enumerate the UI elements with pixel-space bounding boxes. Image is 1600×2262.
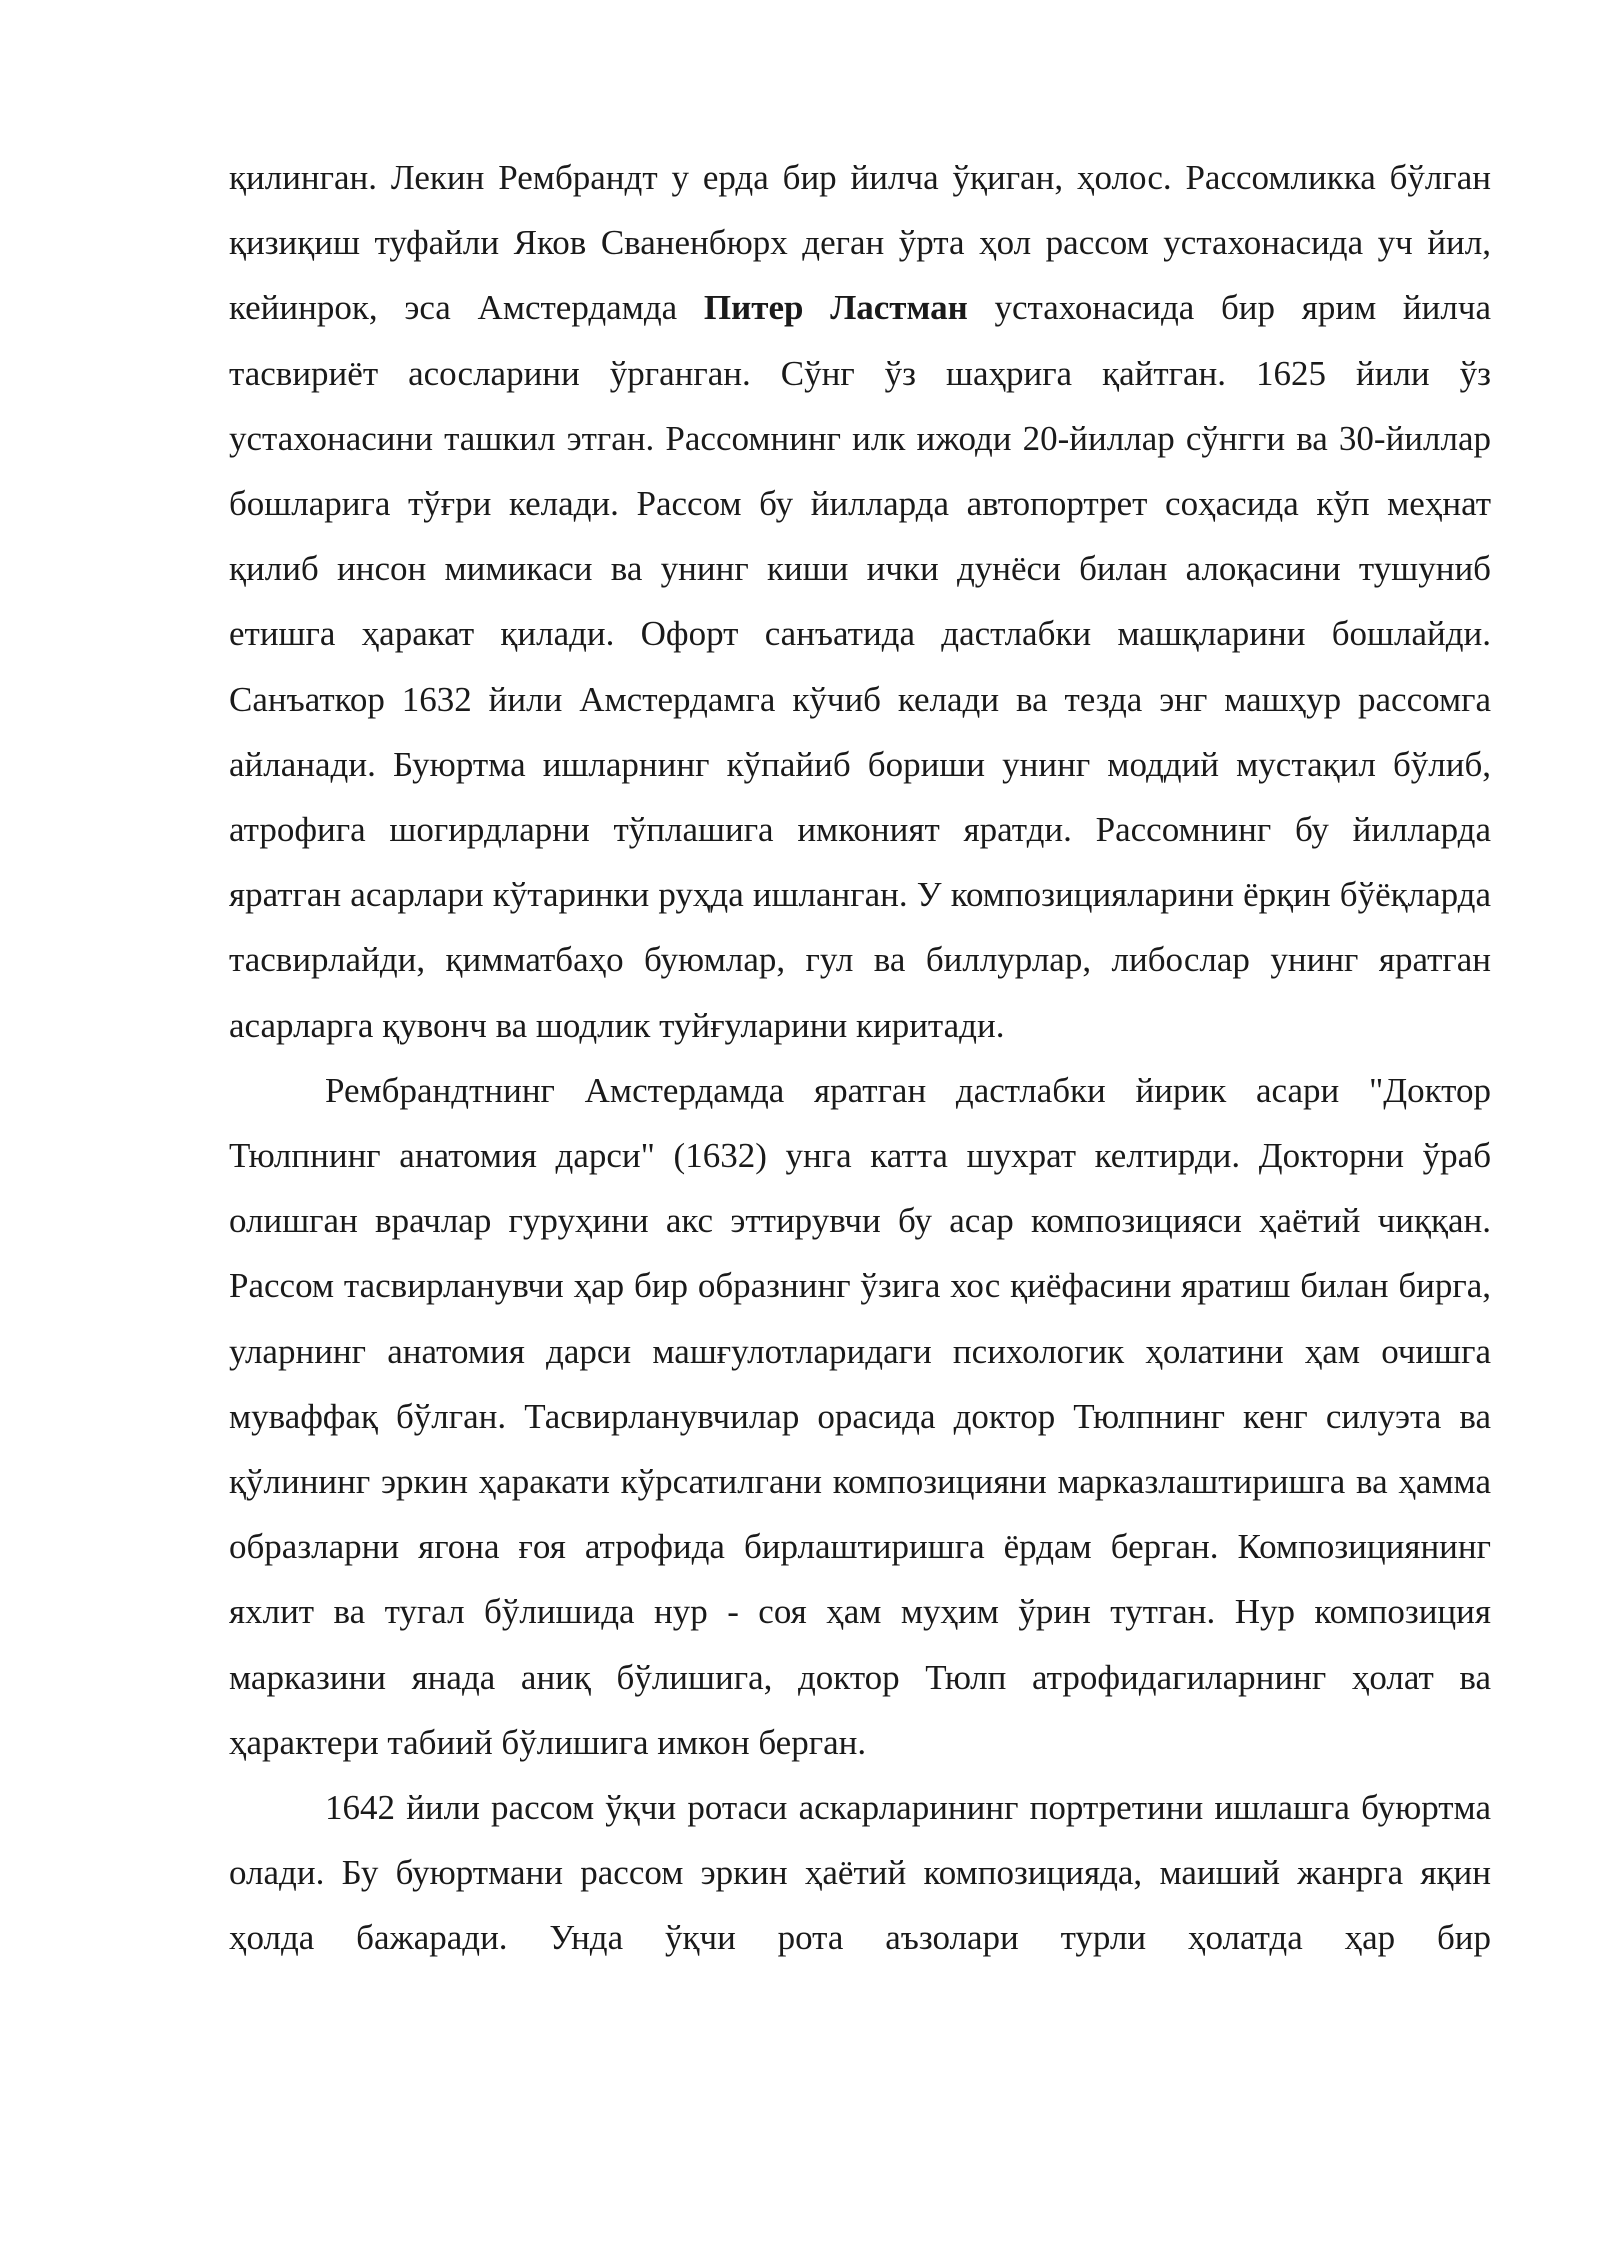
paragraph-1-text-start: қилинган. Лекин Рембрандт у ерда бир йилча ўқиган, ҳолос. Рассомликка бўлган қизиқиш туфайли Яков Сваненбюрх деган ўрта ҳол рассом устахонасида уч йил, кейинрок, эса Амстердамда <box>229 158 1491 328</box>
paragraph-3 <box>229 1775 1491 1971</box>
paragraph-3-text: 1642 йили рассом ўқчи ротаси аскарларининг портретини ишлашга буюртма олади. Бу буюртмани рассом эркин ҳаётий композицияда, маиший жанрга яқин ҳолда бажаради. Унда ўқчи рота аъзолари турли ҳолатда ҳар бир <box>229 1788 1491 1958</box>
body-text <box>229 145 1491 1971</box>
paragraph-1 <box>229 145 1491 1058</box>
bold-name-pieter-lastman: Питер Ластман <box>703 288 968 328</box>
paragraph-1-text-end: устахонасида бир ярим йилча тасвириёт асосларини ўрганган. Сўнг ўз шаҳрига қайтган. 1625 йили ўз устахонасини ташкил этган. Рассомнинг илк ижоди 20-йиллар сўнгги ва 30-йиллар бошларига тўғри келади. Рассом бу йилларда автопортрет соҳасида кўп меҳнат қилиб инсон мимикаси ва унинг киши ички дунёси билан алоқасини тушуниб етишга ҳаракат қилади. Офорт санъатида дастлабки машқларини бошлайди. Санъаткор 1632 йили Амстердамга кўчиб келади ва тезда энг машҳур рассомга айланади. Буюртма ишларнинг кўпайиб бориши унинг моддий мустақил бўлиб, атрофига шогирдларни тўплашига имконият яратди. Рассомнинг бу йилларда яратган асарлари кўтаринки руҳда ишланган. У композицияларини ёрқин бўёқларда тасвирлайди, қимматбаҳо буюмлар, гул ва биллурлар, либослар унинг яратган асарларга қувонч ва шодлик туйғуларини киритади. <box>229 288 1491 1045</box>
paragraph-2-text: Рембрандтнинг Амстердамда яратган дастлабки йирик асари "Доктор Тюлпнинг анатомия дарси" (1632) унга катта шухрат келтирди. Докторни ўраб олишган врачлар гуруҳини акс эттирувчи бу асар композицияси ҳаётий чиққан. Рассом тасвирланувчи ҳар бир образнинг ўзига хос қиёфасини яратиш билан бирга, уларнинг анатомия дарси машғулотларидаги психологик ҳолатини ҳам очишга муваффақ бўлган. Тасвирланувчилар орасида доктор Тюлпнинг кенг силуэта ва қўлининг эркин ҳаракати кўрсатилгани композицияни марказлаштиришга ва ҳамма образларни ягона ғоя атрофида бирлаштиришга ёрдам берган. Композициянинг яхлит ва тугал бўлишида нур - соя ҳам муҳим ўрин тутган. Нур композиция марказини янада аниқ бўлишига, доктор Тюлп атрофидагиларнинг ҳолат ва ҳарактери табиий бўлишига имкон берган. <box>229 1070 1491 1762</box>
paragraph-2 <box>229 1058 1491 1775</box>
